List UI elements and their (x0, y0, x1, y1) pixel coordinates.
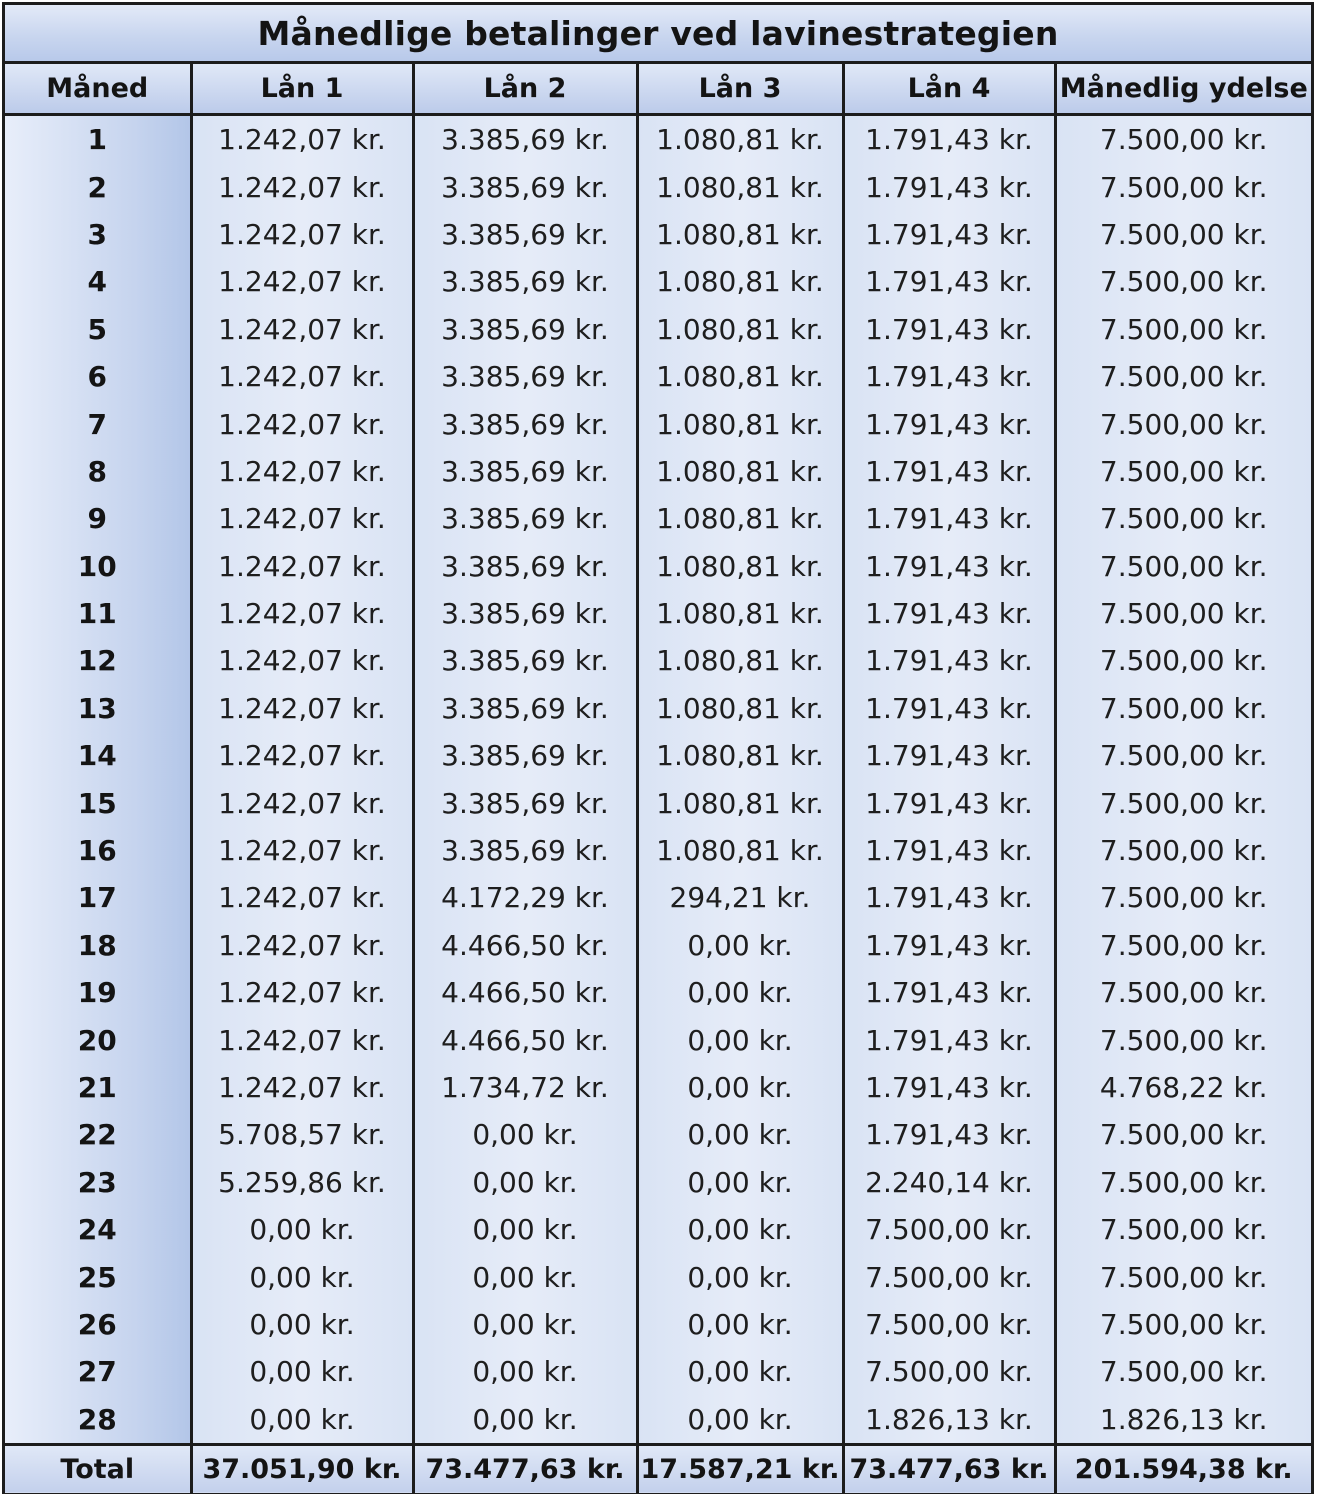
table-row (5, 1064, 1311, 1111)
cell-loan-2: 4.466,50 kr. (413, 1016, 637, 1063)
cell-monthly-payment: 7.500,00 kr. (1055, 448, 1311, 495)
cell-monthly-payment: 7.500,00 kr. (1055, 1301, 1311, 1348)
cell-loan-2: 0,00 kr. (413, 1396, 637, 1445)
table-row (5, 258, 1311, 305)
cell-monthly-payment: 7.500,00 kr. (1055, 1016, 1311, 1063)
table-row (5, 1016, 1311, 1063)
cell-loan-2: 3.385,69 kr. (413, 495, 637, 542)
table-row (5, 874, 1311, 921)
cell-loan-3: 0,00 kr. (637, 1206, 843, 1253)
table-row (5, 306, 1311, 353)
table-row (5, 1206, 1311, 1253)
cell-loan-4: 1.791,43 kr. (843, 637, 1055, 684)
cell-month: 16 (5, 827, 191, 874)
cell-loan-2: 3.385,69 kr. (413, 779, 637, 826)
total-label: Total (5, 1444, 191, 1493)
cell-month: 10 (5, 543, 191, 590)
cell-loan-4: 1.791,43 kr. (843, 353, 1055, 400)
table-row (5, 590, 1311, 637)
cell-loan-3: 1.080,81 kr. (637, 827, 843, 874)
cell-monthly-payment: 7.500,00 kr. (1055, 1253, 1311, 1300)
cell-loan-4: 1.791,43 kr. (843, 732, 1055, 779)
cell-loan-4: 7.500,00 kr. (843, 1206, 1055, 1253)
table-row (5, 1159, 1311, 1206)
cell-loan-3: 1.080,81 kr. (637, 732, 843, 779)
table-row (5, 353, 1311, 400)
cell-monthly-payment: 7.500,00 kr. (1055, 211, 1311, 258)
cell-loan-1: 1.242,07 kr. (191, 732, 413, 779)
cell-loan-1: 0,00 kr. (191, 1253, 413, 1300)
cell-monthly-payment: 7.500,00 kr. (1055, 400, 1311, 447)
table-row (5, 969, 1311, 1016)
cell-loan-4: 1.791,43 kr. (843, 969, 1055, 1016)
cell-loan-1: 1.242,07 kr. (191, 400, 413, 447)
table-row (5, 495, 1311, 542)
total-loan-3: 17.587,21 kr. (637, 1444, 843, 1493)
cell-loan-1: 1.242,07 kr. (191, 969, 413, 1016)
cell-loan-4: 1.791,43 kr. (843, 448, 1055, 495)
cell-loan-3: 1.080,81 kr. (637, 685, 843, 732)
cell-loan-3: 1.080,81 kr. (637, 448, 843, 495)
cell-loan-2: 4.466,50 kr. (413, 922, 637, 969)
cell-loan-1: 1.242,07 kr. (191, 163, 413, 210)
cell-loan-2: 0,00 kr. (413, 1253, 637, 1300)
header-loan-3: Lån 3 (637, 64, 843, 115)
cell-monthly-payment: 7.500,00 kr. (1055, 590, 1311, 637)
cell-loan-2: 3.385,69 kr. (413, 211, 637, 258)
cell-loan-3: 1.080,81 kr. (637, 543, 843, 590)
cell-loan-1: 1.242,07 kr. (191, 1064, 413, 1111)
table-row (5, 1301, 1311, 1348)
cell-loan-4: 1.791,43 kr. (843, 163, 1055, 210)
cell-loan-2: 0,00 kr. (413, 1111, 637, 1158)
cell-loan-4: 2.240,14 kr. (843, 1159, 1055, 1206)
cell-loan-3: 0,00 kr. (637, 969, 843, 1016)
cell-loan-2: 0,00 kr. (413, 1159, 637, 1206)
cell-loan-1: 1.242,07 kr. (191, 543, 413, 590)
totals-row (5, 1444, 1311, 1493)
cell-loan-1: 1.242,07 kr. (191, 827, 413, 874)
cell-loan-1: 1.242,07 kr. (191, 495, 413, 542)
cell-loan-1: 1.242,07 kr. (191, 353, 413, 400)
cell-loan-3: 1.080,81 kr. (637, 779, 843, 826)
header-loan-4: Lån 4 (843, 64, 1055, 115)
cell-monthly-payment: 7.500,00 kr. (1055, 1159, 1311, 1206)
payments-table-container (2, 2, 1314, 1494)
cell-month: 27 (5, 1348, 191, 1395)
cell-loan-3: 0,00 kr. (637, 1301, 843, 1348)
cell-loan-3: 0,00 kr. (637, 1159, 843, 1206)
cell-month: 24 (5, 1206, 191, 1253)
table-row (5, 211, 1311, 258)
cell-month: 25 (5, 1253, 191, 1300)
cell-month: 18 (5, 922, 191, 969)
cell-loan-2: 3.385,69 kr. (413, 400, 637, 447)
cell-loan-4: 1.826,13 kr. (843, 1396, 1055, 1445)
cell-loan-3: 0,00 kr. (637, 1348, 843, 1395)
cell-loan-4: 1.791,43 kr. (843, 590, 1055, 637)
cell-loan-3: 1.080,81 kr. (637, 211, 843, 258)
table-row (5, 732, 1311, 779)
table-row (5, 685, 1311, 732)
cell-loan-2: 3.385,69 kr. (413, 685, 637, 732)
cell-loan-1: 1.242,07 kr. (191, 1016, 413, 1063)
cell-loan-4: 1.791,43 kr. (843, 306, 1055, 353)
table-row (5, 1396, 1311, 1445)
cell-month: 1 (5, 115, 191, 164)
cell-monthly-payment: 1.826,13 kr. (1055, 1396, 1311, 1445)
cell-month: 14 (5, 732, 191, 779)
table-row (5, 1253, 1311, 1300)
cell-loan-3: 0,00 kr. (637, 1396, 843, 1445)
cell-loan-4: 1.791,43 kr. (843, 685, 1055, 732)
cell-loan-1: 1.242,07 kr. (191, 211, 413, 258)
cell-monthly-payment: 7.500,00 kr. (1055, 779, 1311, 826)
cell-loan-1: 1.242,07 kr. (191, 922, 413, 969)
cell-month: 6 (5, 353, 191, 400)
cell-loan-2: 0,00 kr. (413, 1301, 637, 1348)
cell-monthly-payment: 7.500,00 kr. (1055, 163, 1311, 210)
cell-loan-2: 0,00 kr. (413, 1206, 637, 1253)
cell-monthly-payment: 7.500,00 kr. (1055, 969, 1311, 1016)
cell-loan-4: 1.791,43 kr. (843, 1016, 1055, 1063)
cell-monthly-payment: 7.500,00 kr. (1055, 827, 1311, 874)
cell-month: 5 (5, 306, 191, 353)
table-row (5, 827, 1311, 874)
cell-loan-3: 1.080,81 kr. (637, 306, 843, 353)
cell-loan-3: 1.080,81 kr. (637, 115, 843, 164)
cell-loan-2: 1.734,72 kr. (413, 1064, 637, 1111)
cell-loan-2: 3.385,69 kr. (413, 353, 637, 400)
cell-loan-1: 0,00 kr. (191, 1396, 413, 1445)
cell-month: 9 (5, 495, 191, 542)
cell-loan-4: 1.791,43 kr. (843, 874, 1055, 921)
cell-month: 21 (5, 1064, 191, 1111)
cell-loan-1: 1.242,07 kr. (191, 590, 413, 637)
cell-monthly-payment: 7.500,00 kr. (1055, 1111, 1311, 1158)
table-row (5, 163, 1311, 210)
header-loan-2: Lån 2 (413, 64, 637, 115)
cell-loan-3: 0,00 kr. (637, 1016, 843, 1063)
cell-loan-4: 1.791,43 kr. (843, 1111, 1055, 1158)
cell-month: 23 (5, 1159, 191, 1206)
cell-loan-4: 7.500,00 kr. (843, 1253, 1055, 1300)
cell-loan-3: 0,00 kr. (637, 922, 843, 969)
cell-loan-2: 3.385,69 kr. (413, 732, 637, 779)
cell-loan-1: 5.708,57 kr. (191, 1111, 413, 1158)
cell-month: 3 (5, 211, 191, 258)
cell-monthly-payment: 7.500,00 kr. (1055, 1348, 1311, 1395)
cell-month: 19 (5, 969, 191, 1016)
table-row (5, 448, 1311, 495)
cell-monthly-payment: 7.500,00 kr. (1055, 543, 1311, 590)
cell-month: 4 (5, 258, 191, 305)
cell-month: 2 (5, 163, 191, 210)
cell-loan-4: 1.791,43 kr. (843, 495, 1055, 542)
cell-loan-4: 1.791,43 kr. (843, 115, 1055, 164)
cell-loan-4: 1.791,43 kr. (843, 827, 1055, 874)
table-row (5, 779, 1311, 826)
cell-month: 7 (5, 400, 191, 447)
cell-month: 26 (5, 1301, 191, 1348)
cell-loan-4: 1.791,43 kr. (843, 258, 1055, 305)
cell-monthly-payment: 7.500,00 kr. (1055, 258, 1311, 305)
cell-loan-4: 1.791,43 kr. (843, 211, 1055, 258)
cell-loan-2: 3.385,69 kr. (413, 827, 637, 874)
cell-loan-4: 1.791,43 kr. (843, 543, 1055, 590)
cell-loan-4: 1.791,43 kr. (843, 922, 1055, 969)
header-row (5, 64, 1311, 115)
cell-loan-1: 0,00 kr. (191, 1206, 413, 1253)
total-monthly-payment: 201.594,38 kr. (1055, 1444, 1311, 1493)
cell-loan-1: 1.242,07 kr. (191, 258, 413, 305)
table-row (5, 400, 1311, 447)
table-row (5, 543, 1311, 590)
cell-loan-2: 3.385,69 kr. (413, 637, 637, 684)
cell-loan-3: 0,00 kr. (637, 1253, 843, 1300)
cell-loan-1: 1.242,07 kr. (191, 685, 413, 732)
table-row (5, 1111, 1311, 1158)
cell-loan-2: 3.385,69 kr. (413, 115, 637, 164)
cell-loan-2: 3.385,69 kr. (413, 448, 637, 495)
cell-month: 12 (5, 637, 191, 684)
header-loan-1: Lån 1 (191, 64, 413, 115)
cell-loan-1: 5.259,86 kr. (191, 1159, 413, 1206)
payments-table (5, 64, 1311, 1493)
cell-monthly-payment: 7.500,00 kr. (1055, 922, 1311, 969)
cell-loan-2: 3.385,69 kr. (413, 543, 637, 590)
header-monthly-payment: Månedlig ydelse (1055, 64, 1311, 115)
cell-loan-1: 0,00 kr. (191, 1348, 413, 1395)
cell-month: 15 (5, 779, 191, 826)
cell-loan-4: 1.791,43 kr. (843, 1064, 1055, 1111)
cell-loan-2: 3.385,69 kr. (413, 590, 637, 637)
cell-month: 28 (5, 1396, 191, 1445)
cell-loan-4: 1.791,43 kr. (843, 400, 1055, 447)
cell-monthly-payment: 7.500,00 kr. (1055, 353, 1311, 400)
cell-loan-3: 1.080,81 kr. (637, 400, 843, 447)
cell-monthly-payment: 7.500,00 kr. (1055, 637, 1311, 684)
cell-loan-3: 0,00 kr. (637, 1064, 843, 1111)
cell-monthly-payment: 7.500,00 kr. (1055, 732, 1311, 779)
table-row (5, 637, 1311, 684)
cell-loan-3: 294,21 kr. (637, 874, 843, 921)
table-row (5, 1348, 1311, 1395)
table-row (5, 922, 1311, 969)
cell-month: 11 (5, 590, 191, 637)
cell-loan-3: 1.080,81 kr. (637, 495, 843, 542)
cell-month: 17 (5, 874, 191, 921)
cell-monthly-payment: 7.500,00 kr. (1055, 685, 1311, 732)
cell-monthly-payment: 7.500,00 kr. (1055, 874, 1311, 921)
cell-loan-3: 1.080,81 kr. (637, 637, 843, 684)
cell-loan-4: 1.791,43 kr. (843, 779, 1055, 826)
cell-loan-1: 0,00 kr. (191, 1301, 413, 1348)
cell-month: 22 (5, 1111, 191, 1158)
total-loan-1: 37.051,90 kr. (191, 1444, 413, 1493)
cell-loan-2: 4.172,29 kr. (413, 874, 637, 921)
header-month: Måned (5, 64, 191, 115)
cell-month: 8 (5, 448, 191, 495)
cell-loan-1: 1.242,07 kr. (191, 637, 413, 684)
cell-loan-1: 1.242,07 kr. (191, 448, 413, 495)
cell-loan-2: 3.385,69 kr. (413, 163, 637, 210)
cell-loan-2: 4.466,50 kr. (413, 969, 637, 1016)
cell-loan-1: 1.242,07 kr. (191, 306, 413, 353)
cell-loan-1: 1.242,07 kr. (191, 115, 413, 164)
cell-loan-1: 1.242,07 kr. (191, 874, 413, 921)
cell-loan-4: 7.500,00 kr. (843, 1301, 1055, 1348)
cell-loan-3: 1.080,81 kr. (637, 258, 843, 305)
cell-monthly-payment: 7.500,00 kr. (1055, 1206, 1311, 1253)
cell-month: 20 (5, 1016, 191, 1063)
cell-month: 13 (5, 685, 191, 732)
table-title: Månedlige betalinger ved lavinestrategien (5, 5, 1311, 64)
table-row (5, 115, 1311, 164)
cell-monthly-payment: 7.500,00 kr. (1055, 306, 1311, 353)
cell-monthly-payment: 7.500,00 kr. (1055, 495, 1311, 542)
total-loan-2: 73.477,63 kr. (413, 1444, 637, 1493)
cell-loan-3: 1.080,81 kr. (637, 590, 843, 637)
cell-loan-2: 3.385,69 kr. (413, 306, 637, 353)
cell-loan-3: 1.080,81 kr. (637, 353, 843, 400)
cell-monthly-payment: 7.500,00 kr. (1055, 115, 1311, 164)
table-body (5, 115, 1311, 1445)
cell-monthly-payment: 4.768,22 kr. (1055, 1064, 1311, 1111)
cell-loan-3: 1.080,81 kr. (637, 163, 843, 210)
total-loan-4: 73.477,63 kr. (843, 1444, 1055, 1493)
cell-loan-4: 7.500,00 kr. (843, 1348, 1055, 1395)
cell-loan-2: 3.385,69 kr. (413, 258, 637, 305)
cell-loan-3: 0,00 kr. (637, 1111, 843, 1158)
cell-loan-2: 0,00 kr. (413, 1348, 637, 1395)
cell-loan-1: 1.242,07 kr. (191, 779, 413, 826)
